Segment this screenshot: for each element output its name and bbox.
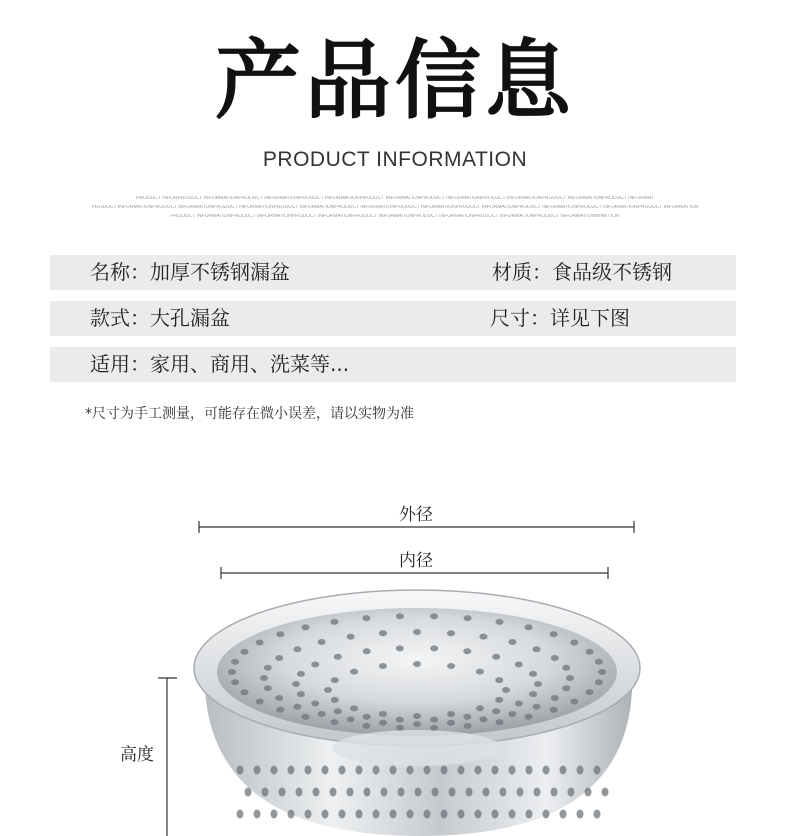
spec-size: 尺寸：详见下图 [490,306,630,330]
height-marker [158,678,177,836]
page-title: 产品信息 [215,31,575,131]
page-subtitle: PRODUCT INFORMATION [262,148,528,171]
spec-style: 款式：大孔漏盆 [90,306,230,330]
height-label: 高度 [120,745,154,765]
colander-bowl-image [194,590,640,836]
spec-material: 材质：食品级不锈钢 [492,260,672,284]
decorative-text-line-1: PRODUCT INFORPRODUCT INFORMATIONPRODUCT INFORMATIONPRODUCT INFORMATIONPRODUCT INFORMATIONPRODUCT INFORMATIONPRODUCT INFORMATIONPRODUCT INFORMATIONPRODUCT INFORMAT [136,196,654,201]
measurement-note: *尺寸为手工测量，可能存在微小误差，请以实物为准 [85,406,414,422]
decorative-text-line-2: PRODUCT INFORMATIONPRODUCT INFORMATIONPRODUCT INFORMATIONPRODUCT INFORMATIONPRODUCT INFORMATIONPRODUCT INFORMATIONPRODUCT INFORMATIONPRODUCT INFORMATIONPRODUCT INFORMATIONPRODUCT INFORMATION [91,205,699,210]
spec-usage: 适用：家用、商用、洗菜等... [90,352,350,376]
inner-diameter-label: 内径 [399,551,433,571]
spec-name: 名称：加厚不锈钢漏盆 [90,260,290,284]
decorative-text-line-3: PRODUCT INFORMATIONPRODUCT INFORMATIONPRODUCT INFORMATIONPRODUCT INFORMATIONPRODUCT INFORMATIONPRODUCT INFORMATIONPRODUCT INFORMATIONMINKTION [170,214,620,219]
outer-diameter-label: 外径 [399,505,433,525]
